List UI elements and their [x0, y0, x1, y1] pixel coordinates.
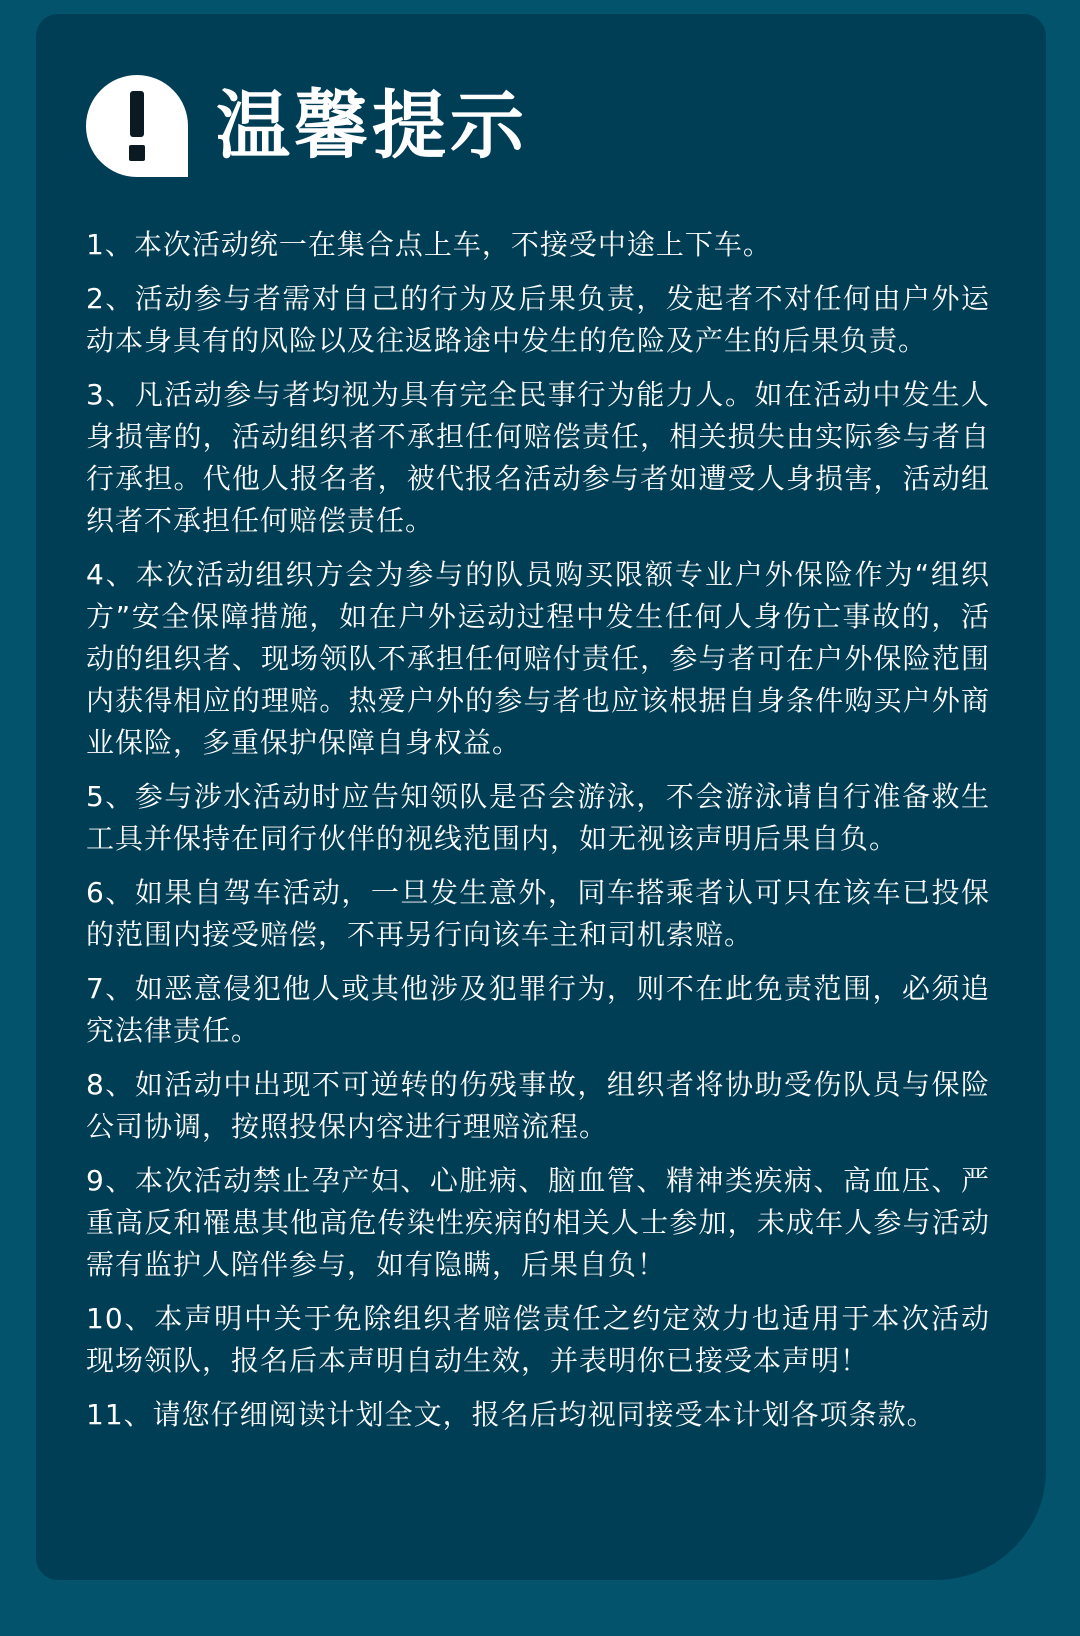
notice-item-9: 9、本次活动禁止孕产妇、心脏病、脑血管、精神类疾病、高血压、严重高反和罹患其他高危传染性疾病的相关人士参加，未成年人参与活动需有监护人陪伴参与，如有隐瞒，后果自负！: [86, 1164, 990, 1281]
notice-item-10: 10、本声明中关于免除组织者赔偿责任之约定效力也适用于本次活动现场领队，报名后本声明自动生效，并表明你已接受本声明！: [86, 1302, 990, 1377]
notice-item-3: 3、凡活动参与者均视为具有完全民事行为能力人。如在活动中发生人身损害的，活动组织者不承担任何赔偿责任，相关损失由实际参与者自行承担。代他人报名者，被代报名活动参与者如遭受人身损害，活动组织者不承担任何赔偿责任。: [86, 378, 990, 537]
notice-item-2: 2、活动参与者需对自己的行为及后果负责，发起者不对任何由户外运动本身具有的风险以及往返路途中发生的危险及产生的后果负责。: [86, 282, 990, 357]
notice-item-11: 11、请您仔细阅读计划全文，报名后均视同接受本计划各项条款。: [86, 1398, 936, 1431]
exclamation-icon: [86, 75, 188, 177]
notice-item-1: 1、本次活动统一在集合点上车，不接受中途上下车。: [86, 228, 772, 261]
notice-card: [36, 14, 1046, 1580]
notice-item-7: 7、如恶意侵犯他人或其他涉及犯罪行为，则不在此免责范围，必须追究法律责任。: [86, 972, 990, 1047]
notice-list: [86, 224, 990, 1448]
notice-title: 温馨提示: [216, 83, 528, 169]
notice-item-8: 8、如活动中出现不可逆转的伤残事故，组织者将协助受伤队员与保险公司协调，按照投保内容进行理赔流程。: [86, 1068, 990, 1143]
notice-item-6: 6、如果自驾车活动，一旦发生意外，同车搭乘者认可只在该车已投保的范围内接受赔偿，不再另行向该车主和司机索赔。: [86, 876, 990, 951]
notice-header: [86, 70, 528, 182]
notice-item-5: 5、参与涉水活动时应告知领队是否会游泳，不会游泳请自行准备救生工具并保持在同行伙伴的视线范围内，如无视该声明后果自负。: [86, 780, 990, 855]
notice-item-4: 4、本次活动组织方会为参与的队员购买限额专业户外保险作为“组织方”安全保障措施，如在户外运动过程中发生任何人身伤亡事故的，活动的组织者、现场领队不承担任何赔付责任，参与者可在户外保险范围内获得相应的理赔。热爱户外的参与者也应该根据自身条件购买户外商业保险，多重保护保障自身权益。: [86, 558, 990, 759]
